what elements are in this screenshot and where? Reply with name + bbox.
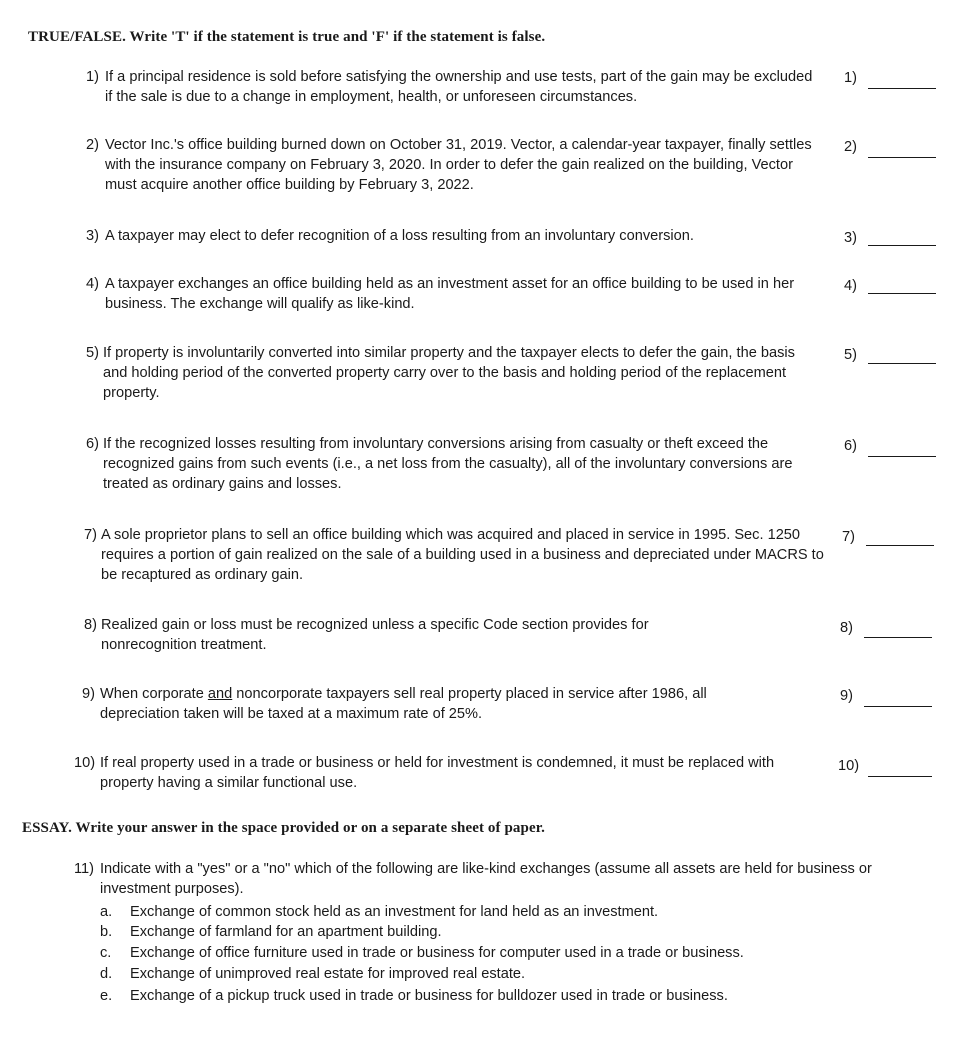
question-3 xyxy=(86,226,826,248)
answer-blank-6[interactable] xyxy=(868,456,936,457)
question-text: When corporate and noncorporate taxpayers sell real property placed in service after 1986, all depreciation taken will be taxed at a maximum rate of 25%. xyxy=(100,686,707,722)
item-letter: b. xyxy=(100,924,113,940)
answer-label-8: 8) xyxy=(840,620,853,636)
item-letter: e. xyxy=(100,988,113,1004)
question-text: If real property used in a trade or business or held for investment is condemned, it must be replaced with property having a similar functional use. xyxy=(100,755,775,791)
question-4 xyxy=(86,274,826,316)
answer-label-6: 6) xyxy=(844,438,857,454)
question-1 xyxy=(86,67,826,109)
item-letter: d. xyxy=(100,966,113,982)
question-text: A sole proprietor plans to sell an office building which was acquired and placed in service in 1995. Sec. 1250 requires a portion of gain realized on the sale of a building used in a business and depreciated under MACRS to be recaptured as ordinary gain. xyxy=(101,527,824,583)
answer-label-4: 4) xyxy=(844,278,857,294)
item-text: Exchange of common stock held as an investment for land held as an investment. xyxy=(130,904,659,920)
question-number: 9) xyxy=(82,686,95,702)
item-text: Exchange of office furniture used in trade or business for computer used in a trade or business. xyxy=(130,945,744,961)
answer-label-2: 2) xyxy=(844,139,857,155)
question-9 xyxy=(82,684,824,726)
answer-label-7: 7) xyxy=(842,529,855,545)
question-text: Vector Inc.'s office building burned down on October 31, 2019. Vector, a calendar-year taxpayer, finally settles with the insurance company on February 3, 2020. In order to defer the gain realized on the building, Vector must acquire another office building by February 3, 2022. xyxy=(105,137,812,193)
question-8 xyxy=(84,615,824,657)
question-text: Realized gain or loss must be recognized unless a specific Code section provides for nonrecognition treatment. xyxy=(101,617,649,653)
essay-question-11 xyxy=(74,859,894,901)
answer-blank-7[interactable] xyxy=(866,545,934,546)
answer-label-1: 1) xyxy=(844,70,857,86)
question-number: 1) xyxy=(86,69,99,85)
question-5 xyxy=(86,343,826,405)
answer-label-5: 5) xyxy=(844,347,857,363)
question-text: A taxpayer exchanges an office building held as an investment asset for an office building to be used in her business. The exchange will qualify as like-kind. xyxy=(105,276,795,312)
question-6 xyxy=(86,434,826,496)
answer-blank-5[interactable] xyxy=(868,363,936,364)
question-number: 4) xyxy=(86,276,99,292)
essay-heading: ESSAY. Write your answer in the space provided or on a separate sheet of paper. xyxy=(22,820,545,836)
item-text: Exchange of unimproved real estate for improved real estate. xyxy=(130,966,526,982)
answer-blank-1[interactable] xyxy=(868,88,936,89)
item-text: Exchange of farmland for an apartment building. xyxy=(130,924,442,940)
question-7 xyxy=(84,525,826,587)
answer-blank-9[interactable] xyxy=(864,706,932,707)
answer-blank-2[interactable] xyxy=(868,157,936,158)
item-letter: a. xyxy=(100,904,113,920)
true-false-heading: TRUE/FALSE. Write 'T' if the statement is true and 'F' if the statement is false. xyxy=(28,29,546,45)
question-number: 5) xyxy=(86,345,99,361)
question-number: 8) xyxy=(84,617,97,633)
answer-label-3: 3) xyxy=(844,230,857,246)
answer-label-10: 10) xyxy=(838,758,860,774)
question-number: 11) xyxy=(74,861,95,877)
question-text: Indicate with a "yes" or a "no" which of the following are like-kind exchanges (assume all assets are held for business or investment purposes). xyxy=(100,861,872,897)
question-number: 3) xyxy=(86,228,99,244)
question-text: If the recognized losses resulting from involuntary conversions arising from casualty or theft exceed the recognized gains from such events (i.e., a net loss from the casualty), all of the involuntary conversions are treated as ordinary gains and losses. xyxy=(103,436,793,492)
question-text: A taxpayer may elect to defer recognition of a loss resulting from an involuntary conversion. xyxy=(105,228,694,244)
answer-label-9: 9) xyxy=(840,688,853,704)
answer-blank-3[interactable] xyxy=(868,245,936,246)
question-number: 6) xyxy=(86,436,99,452)
item-text: Exchange of a pickup truck used in trade or business for bulldozer used in trade or business. xyxy=(130,988,728,1004)
question-10 xyxy=(74,753,824,795)
question-text: If property is involuntarily converted into similar property and the taxpayer elects to defer the gain, the basis and holding period of the converted property carry over to the basis and holding period of the replacement property. xyxy=(103,345,795,401)
answer-blank-10[interactable] xyxy=(868,776,932,777)
item-letter: c. xyxy=(100,945,112,961)
question-number: 10) xyxy=(74,755,96,771)
question-text: If a principal residence is sold before satisfying the ownership and use tests, part of the gain may be excluded if the sale is due to a change in employment, health, or unforeseen circumstances. xyxy=(105,69,813,105)
question-number: 7) xyxy=(84,527,97,543)
question-number: 2) xyxy=(86,137,99,153)
answer-blank-8[interactable] xyxy=(864,637,932,638)
question-2 xyxy=(86,135,826,197)
answer-blank-4[interactable] xyxy=(868,293,936,294)
